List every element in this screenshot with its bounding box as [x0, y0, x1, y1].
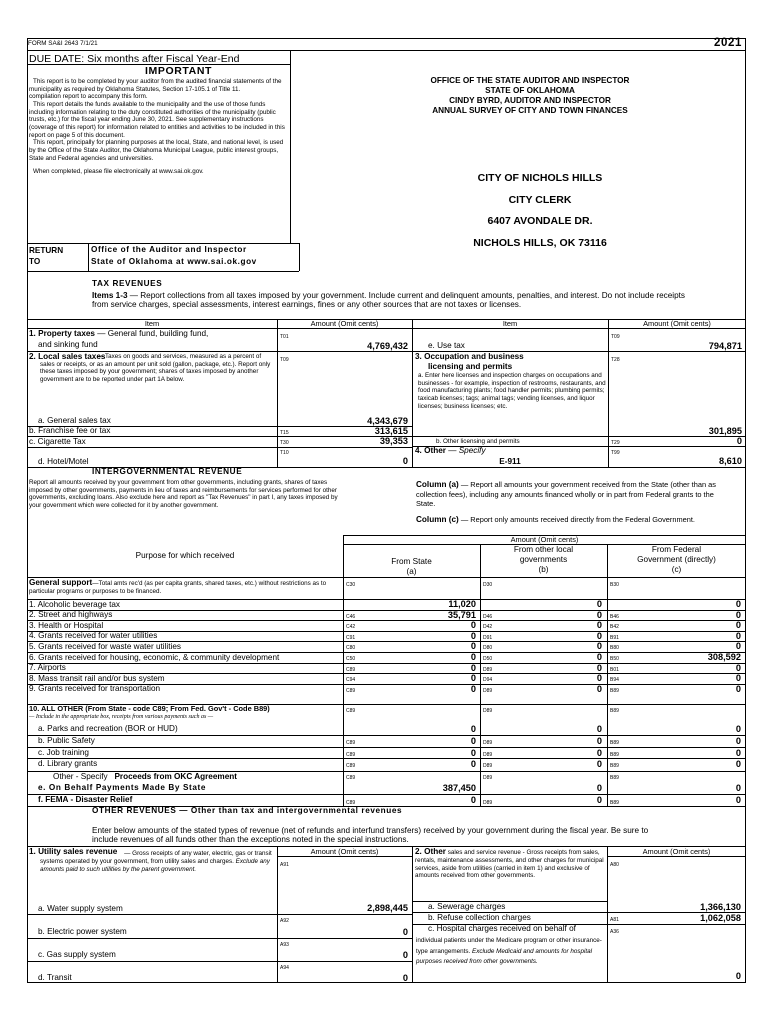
hospital-desc: individual patients under the Medicare program or other insurance-type arrangements. Exclude Medicaid and amounts for hospital purposes received from other governments. [416, 937, 602, 966]
sewerage-value[interactable]: 1,366,130 [700, 902, 741, 912]
return-line-2: State of Oklahoma at www.sai.ok.gov [91, 257, 257, 266]
other-revenues-heading: OTHER REVENUES — Other than tax and intergovernmental revenues [92, 806, 403, 815]
interg-row-col-c[interactable]: 0 [735, 662, 741, 673]
code-col-c: B50 [610, 656, 619, 662]
col-c-instructions: Column (c) — Report only amounts received directly from the Federal Government. [416, 515, 695, 524]
code-col-b: D89 [483, 751, 493, 758]
sub-row-col-c[interactable]: 0 [735, 735, 741, 746]
interg-row-col-a[interactable]: 0 [470, 641, 476, 652]
interg-row-col-c[interactable]: 0 [735, 630, 741, 641]
interg-left-text: Report all amounts received by your government from other governments, including grants, shares of taxes imposed by other governments, payments in lieu of taxes and reimbursements for services performed for other governments, excluding loans. Also exclude here and report as "Tax Revenues" in part I, any taxes imposed by your government which were collected for it by another government. [29, 479, 338, 510]
utility-title: 1. Utility sales revenue [29, 847, 118, 856]
sub-row-col-c[interactable]: 0 [735, 759, 741, 770]
important-heading: IMPORTANT [145, 65, 213, 77]
occupation-desc: a. Enter here licenses and inspection charges on occupations and businesses - for example, inspection of restrooms, restaurants, and food manufacturing plants; food handler permits; plumbing permits; taxicab licenses; tags; animal tags; vending licenses, and liquor licenses; business licenses; etc. [418, 372, 606, 410]
interg-row-col-c[interactable]: 0 [735, 609, 741, 620]
sub-row-col-a[interactable]: 0 [470, 724, 476, 734]
interg-row-col-c[interactable]: 0 [735, 683, 741, 694]
general-sales-value[interactable]: 4,343,679 [367, 416, 408, 426]
code-t09-left: T09 [280, 357, 289, 363]
interg-row-col-a[interactable]: 0 [470, 662, 476, 673]
cigarette-label: c. Cigarette Tax [29, 437, 86, 446]
franchise-value[interactable]: 313,615 [374, 426, 408, 436]
other-tax-value[interactable]: 8,610 [719, 456, 742, 466]
col-a-header: From State (a) [391, 557, 432, 576]
interg-row-col-b[interactable]: 0 [596, 662, 602, 673]
refuse-label: b. Refuse collection charges [428, 913, 531, 922]
code-col-c: B80 [610, 645, 619, 652]
use-tax-value[interactable]: 794,871 [708, 341, 742, 351]
interg-row-label: 1. Alcoholic beverage tax [29, 599, 121, 609]
other-tax-item[interactable]: E-911 [499, 457, 521, 466]
code-col-a: C46 [346, 613, 356, 620]
local-sales-desc: — Taxes on goods and services, measured as a percent of sales or receipts, or as an amount per unit sold (gallon, package, etc.). Report only these taxes imposed by your government; shares of taxes imposed by another government are to be reported under part 1A below. [40, 353, 271, 384]
sub-row-col-b[interactable]: 0 [596, 759, 602, 770]
interg-row-label: 8. Mass transit rail and/or bus system [29, 673, 165, 683]
other-sales-desc: 2. Other sales and service revenue - Gross receipts from sales, rentals, maintenance assessments, and other charges for municipal services, aside from utilities (carried in item 1) and exclusive of amounts received from other governments. [415, 847, 604, 880]
code-col-a: C42 [346, 624, 356, 631]
code-col-a: C89 [346, 763, 356, 770]
form-year: 2021 [714, 37, 742, 49]
code-b30: B30 [610, 582, 619, 588]
row-f-a[interactable]: 0 [470, 795, 476, 805]
utility-amount-header: Amount (Omit cents) [310, 847, 379, 856]
code-col-b: D50 [483, 656, 493, 662]
interg-row-col-c[interactable]: 0 [735, 673, 741, 684]
row-e-a[interactable]: 387,450 [442, 783, 476, 793]
code-d89-10: D89 [483, 708, 493, 714]
hotel-label: d. Hotel/Motel [38, 457, 89, 466]
interg-row-col-a[interactable]: 0 [470, 620, 476, 631]
interg-row-col-a[interactable]: 0 [470, 673, 476, 684]
col-item-right: Item [502, 319, 518, 328]
col-b-header: From other local governments (b) [513, 545, 574, 574]
code-col-a: C94 [346, 677, 356, 684]
transit-label: d. Transit [38, 973, 72, 982]
interg-row-col-c[interactable]: 0 [735, 641, 741, 652]
interg-row-col-b[interactable]: 0 [596, 630, 602, 641]
code-d89-other: D89 [483, 775, 493, 781]
code-t28: T28 [611, 357, 620, 363]
transit-value[interactable]: 0 [402, 973, 408, 983]
code-col-a: C89 [346, 687, 356, 694]
interg-heading: INTERGOVERNMENTAL REVENUE [92, 467, 243, 476]
occupation-title: 3. Occupation and business [415, 352, 524, 361]
important-text: This report is to be completed by your auditor from the audited financial statements of the municipality as required by Oklahoma Statutes, Section 17-105.1 of Title 11. compilation report to accompany this form. This report details the funds available to the municipality and the use of those funds including information relating to the duty constituted authorities of the municipality (public trusts, etc.) for the fiscal year ending June 30, 2021. See supplementary instructions (coverage of this report) for information related to entities and activities to be included in this report on page 5 of this document. This report, principally for planning purposes at the local, State, and national level, is used by the Office of the State Auditor, the Oklahoma Municipal League, public interest groups, State and Federal agencies and universities. When completed, please file electronically at www.sai.ok.gov. [29, 78, 285, 176]
code-a91: A91 [280, 862, 289, 868]
sub-row-col-c[interactable]: 0 [735, 747, 741, 758]
code-c89-10: C89 [346, 708, 356, 714]
code-col-b: D89 [483, 687, 493, 694]
sub-row-col-a[interactable]: 0 [470, 735, 476, 746]
interg-row-col-c[interactable]: 0 [735, 599, 741, 609]
code-col-c: B46 [610, 613, 619, 620]
code-a81: A81 [610, 917, 619, 923]
code-c89-other: C89 [346, 775, 356, 781]
interg-row-label: 5. Grants received for waste water utilities [29, 641, 181, 651]
code-a93: A93 [280, 942, 289, 948]
code-col-c: B91 [610, 634, 619, 641]
code-d89-f: D89 [483, 800, 493, 806]
code-t10: T10 [280, 450, 289, 456]
electric-label: b. Electric power system [38, 927, 127, 936]
due-date: DUE DATE: Six months after Fiscal Year-End [29, 53, 240, 65]
row10-label: 10. ALL OTHER (From State - code C89; From Fed. Gov't - Code B89) [29, 704, 270, 713]
row-e-c[interactable]: 0 [735, 783, 741, 793]
gas-value[interactable]: 0 [402, 950, 408, 960]
hospital-value[interactable]: 0 [735, 971, 741, 981]
code-a92: A92 [280, 918, 289, 924]
interg-row-col-a[interactable]: 0 [470, 683, 476, 694]
code-col-b: D89 [483, 739, 493, 746]
interg-row-col-a[interactable]: 11,020 [448, 599, 476, 609]
col-amount-left: Amount (Omit cents) [310, 319, 379, 328]
interg-amount-header: Amount (Omit cents) [510, 535, 579, 544]
gas-label: c. Gas supply system [38, 950, 116, 959]
code-b89-other: B89 [610, 775, 619, 781]
code-c89-f: C89 [346, 800, 356, 806]
interg-row-label: 3. Health or Hospital [29, 620, 104, 630]
interg-row-col-b[interactable]: 0 [596, 599, 602, 609]
sub-row-col-a[interactable]: 0 [470, 747, 476, 758]
hotel-value[interactable]: 0 [402, 456, 408, 466]
cigarette-value[interactable]: 39,353 [379, 436, 408, 446]
code-col-a: C89 [346, 739, 356, 746]
col-item-left: Item [144, 319, 160, 328]
other-amount-header: Amount (Omit cents) [642, 847, 711, 856]
row10-sub: — Include in the appropriate box, receipts from various payments such as — [29, 714, 214, 720]
row-f-c[interactable]: 0 [735, 795, 741, 805]
hospital-label: c. Hospital charges received on behalf of [428, 924, 576, 933]
code-col-a: C50 [346, 656, 356, 662]
sub-row-col-b[interactable]: 0 [596, 747, 602, 758]
code-t15: T15 [280, 430, 289, 436]
code-d30: D30 [483, 582, 493, 588]
general-sales-label: a. General sales tax [38, 416, 111, 425]
general-support: General support—Total amts rec'd (as per capita grants, shared taxes, etc.) without restrictions as to particular programs or purposes to be financed. [29, 578, 327, 595]
code-col-b: D89 [483, 763, 493, 770]
interg-row-label: 7. Airports [29, 663, 66, 673]
code-t99: T99 [611, 450, 620, 456]
return-line-1: Office of the Auditor and Inspector [91, 245, 247, 254]
property-taxes-sub: and sinking fund [38, 340, 98, 349]
interg-row-col-c[interactable]: 0 [735, 620, 741, 631]
sub-row-label: b. Public Safety [38, 735, 95, 745]
sub-row-label: d. Library grants [38, 759, 98, 769]
other-licensing-label: b. Other licensing and permits [436, 438, 520, 445]
tax-revenues-heading: TAX REVENUES [92, 279, 163, 288]
interg-row-label: 6. Grants received for housing, economic, & community development [29, 652, 280, 662]
interg-row-col-a[interactable]: 35,791 [447, 609, 476, 620]
occupation-title-2: licensing and permits [428, 362, 513, 371]
code-col-a: C89 [346, 751, 356, 758]
code-col-c: B42 [610, 624, 619, 631]
code-c30: C30 [346, 582, 356, 588]
interg-row-col-b[interactable]: 0 [596, 641, 602, 652]
code-a80: A80 [610, 862, 619, 868]
water-label: a. Water supply system [38, 904, 123, 913]
other-licensing-value[interactable]: 0 [736, 436, 742, 446]
sub-row-label: c. Job training [38, 747, 89, 757]
use-tax-label: e. Use tax [428, 341, 465, 350]
code-t29: T29 [611, 440, 620, 446]
interg-row-col-a[interactable]: 0 [470, 652, 476, 662]
code-col-c: B89 [610, 763, 619, 770]
utility-desc: — Gross receipts of any water, electric, gas or transit systems operated by your government, from utility sales and charges. Exclude any amounts paid to such utilities by the parent government. [40, 850, 272, 873]
code-b89-10: B89 [610, 708, 619, 714]
sub-row-col-c[interactable]: 0 [735, 724, 741, 734]
local-sales-label: 2. Local sales taxes [29, 352, 106, 361]
form-id: FORM SA&I 2643 7/1/21 [28, 40, 98, 47]
sub-row-col-a[interactable]: 0 [470, 759, 476, 770]
code-col-b: D94 [483, 677, 493, 684]
interg-row-col-b[interactable]: 0 [596, 683, 602, 694]
mailing-address: CITY OF NICHOLS HILLS CITY CLERK 6407 AVONDALE DR. NICHOLS HILLS, OK 73116 [473, 172, 607, 249]
tax-intro: Items 1-3 — Report collections from all taxes imposed by your government. Include current and delinquent amounts, penalties, and interest. Do not include receipts from service charges, special assessments, interest earnings, fines or any other sources that are not taxes or licenses. [92, 291, 686, 310]
row-e-label: e. On Behalf Payments Made By State [38, 783, 206, 792]
code-col-a: C80 [346, 645, 356, 652]
sub-row-col-b[interactable]: 0 [596, 735, 602, 746]
sub-row-col-b[interactable]: 0 [596, 724, 602, 734]
purpose-header: Purpose for which received [135, 551, 235, 560]
code-col-b: D91 [483, 634, 493, 641]
code-t30: T30 [280, 440, 289, 446]
property-taxes-value[interactable]: 4,769,432 [367, 341, 408, 351]
row-f-b[interactable]: 0 [596, 795, 602, 805]
code-col-b: D42 [483, 624, 493, 631]
property-taxes-label: 1. Property taxes — General fund, building fund, [29, 329, 209, 338]
interg-row-label: 9. Grants received for transportation [29, 684, 161, 694]
col-a-instructions: Column (a) — Report all amounts your government received from the State (other than as collection fees), including any amounts financed wholly or in part from Federal grants to the State. [416, 480, 716, 509]
code-col-a: C89 [346, 666, 356, 673]
code-b89-f: B89 [610, 800, 619, 806]
code-col-c: B89 [610, 751, 619, 758]
refuse-value[interactable]: 1,062,058 [700, 913, 741, 923]
interg-row-col-c[interactable]: 308,592 [707, 652, 741, 662]
code-a36: A36 [610, 929, 619, 935]
interg-row-col-b[interactable]: 0 [596, 609, 602, 620]
row-e-b[interactable]: 0 [596, 783, 602, 793]
code-col-c: B01 [610, 666, 619, 673]
sub-row-label: a. Parks and recreation (BOR or HUD) [38, 724, 178, 733]
interg-row-col-b[interactable]: 0 [596, 673, 602, 684]
interg-row-label: 2. Street and highways [29, 610, 113, 620]
interg-row-col-b[interactable]: 0 [596, 652, 602, 662]
code-col-c: B89 [610, 687, 619, 694]
sewerage-label: a. Sewerage charges [428, 902, 506, 911]
other-revenues-intro: Enter below amounts of the stated types of revenue (net of refunds and interfund transfers) received by your government during the fiscal year. Be sure to include revenues of all funds other than the exceptions noted in the special instructions. [92, 826, 649, 845]
code-col-c: B89 [610, 739, 619, 746]
occupation-value[interactable]: 301,895 [708, 426, 742, 436]
col-c-header: From Federal Government (directly) (c) [637, 545, 716, 574]
code-col-b: D80 [483, 645, 493, 652]
col-amount-right: Amount (Omit cents) [643, 319, 711, 328]
code-a94: A94 [280, 965, 289, 971]
other-tax-label: 4. Other — Specify [415, 446, 486, 455]
water-value[interactable]: 2,898,445 [367, 903, 408, 913]
electric-value[interactable]: 0 [402, 927, 408, 937]
franchise-label: b. Franchise fee or tax [29, 426, 111, 435]
code-col-a: C91 [346, 634, 356, 641]
office-heading: OFFICE OF THE STATE AUDITOR AND INSPECTOR STATE OF OKLAHOMA CINDY BYRD, AUDITOR AND INSPECTOR ANNUAL SURVEY OF CITY AND TOWN FINANCES [430, 76, 630, 115]
code-t09-right: T09 [611, 334, 620, 340]
return-to-label: RETURN TO [29, 246, 64, 266]
row-f-label: f. FEMA - Disaster Relief [38, 795, 133, 804]
other-specify: Other - Specify Proceeds from OKC Agreement [53, 772, 237, 781]
code-t01: T01 [280, 334, 289, 340]
interg-row-col-b[interactable]: 0 [596, 620, 602, 631]
code-col-b: D46 [483, 613, 493, 620]
code-col-c: B94 [610, 677, 619, 684]
interg-row-col-a[interactable]: 0 [470, 630, 476, 641]
interg-row-label: 4. Grants received for water utilities [29, 631, 158, 641]
code-col-b: D89 [483, 666, 493, 673]
